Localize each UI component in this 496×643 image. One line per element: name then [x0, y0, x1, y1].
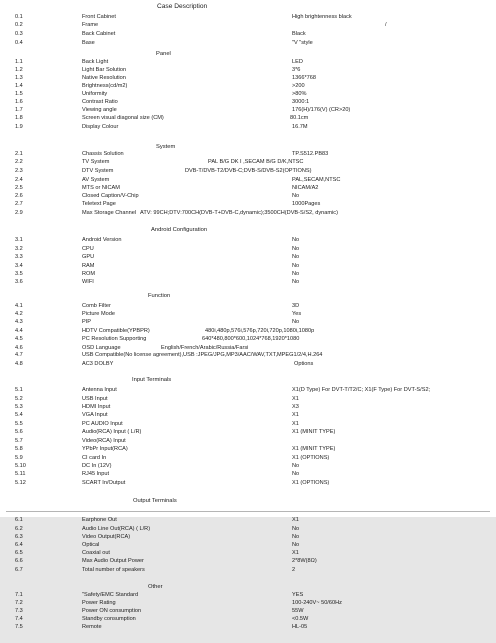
row-number: 2.4 [15, 177, 23, 183]
row-number: 5.5 [15, 421, 23, 427]
row-value: No [292, 271, 300, 277]
row-value: X1 [292, 517, 299, 523]
row-value: DVB-T/DVB-T2/DVB-C;DVB-S/DVB-S2(OPTIONS) [185, 168, 312, 174]
row-label: Coaxial out [82, 550, 110, 556]
row-number: 7.1 [15, 592, 23, 598]
row-number: 3.5 [15, 271, 23, 277]
row-value: X1(D Type) For DVT-T/T2/C; X1(F Type) For DVT-S/S2; [292, 387, 431, 393]
row-value: X1 (MINIT TYPE) [292, 446, 336, 452]
row-number: 4.1 [15, 303, 23, 309]
row-label: Screen visual diagonal size (CM) [82, 115, 164, 121]
row-label: VGA Input [82, 412, 108, 418]
row-value: High brightenness black [292, 14, 352, 20]
row-label: Uniformity [82, 91, 108, 97]
row-value: 80.1cm [290, 115, 309, 121]
row-label: AV System [82, 177, 110, 183]
row-value: No [292, 463, 300, 469]
row-value: X1 [292, 550, 299, 556]
row-value: ATV: 99CH;DTV:700CH(DVB-T+DVB-C,dynamic);3500CH(DVB-S/S2, dynamic) [140, 210, 338, 216]
row-number: 1.1 [15, 59, 23, 65]
row-number: 5.12 [15, 480, 26, 486]
row-value: 3D [292, 303, 300, 309]
row-value: <0.5W [292, 616, 309, 622]
row-label: "Safety/EMC Standard [82, 592, 139, 598]
section-heading: Panel [156, 51, 171, 57]
row-label: Back Light [82, 59, 109, 65]
row-value: Yes [292, 311, 302, 317]
row-label: Comb Filter [82, 303, 111, 309]
row-value: TP.S512.PB83 [292, 151, 329, 157]
row-number: 6.2 [15, 526, 23, 532]
row-value: English/French/Arabic/Russia/Farsi [161, 345, 249, 351]
section-heading: System [156, 144, 176, 150]
row-value: Options [294, 361, 314, 367]
row-label: Optical [82, 542, 100, 548]
row-label: SCART In/Output [82, 480, 126, 486]
row-value: 480i,480p,576i,576p,720i,720p,1080i,1080p [205, 328, 315, 334]
row-number: 1.8 [15, 115, 23, 121]
row-label: Earphone Out [82, 517, 117, 523]
row-value: No [292, 542, 300, 548]
row-number: 2.2 [15, 159, 23, 165]
row-value: 3000:1 [292, 99, 310, 105]
shaded-band [0, 517, 496, 643]
row-value: X1 (MINIT TYPE) [292, 429, 336, 435]
row-value: 2 [292, 567, 296, 573]
row-number: 3.1 [15, 237, 23, 243]
row-number: 6.5 [15, 550, 23, 556]
row-label: AC3 DOLBY [82, 361, 114, 367]
row-number: 6.3 [15, 534, 23, 540]
row-value: PAL B/G DK I ,SECAM B/G D/K,NTSC [208, 159, 304, 165]
row-value: No [292, 471, 300, 477]
row-value: NICAM/A2 [292, 185, 319, 191]
row-value: 100-240V~ 50/60Hz [292, 600, 342, 606]
row-label: Power Rating [82, 600, 116, 606]
row-label: YPbPr Input(RCA) [82, 446, 128, 452]
row-label: CI card In [82, 455, 107, 461]
row-number: 7.4 [15, 616, 23, 622]
row-number: 5.10 [15, 463, 26, 469]
row-value: >200 [292, 83, 305, 89]
row-number: 6.7 [15, 567, 23, 573]
row-label: DC In (12V) [82, 463, 112, 469]
row-label: CPU [82, 246, 94, 252]
row-value: / [385, 22, 387, 28]
row-number: 5.4 [15, 412, 23, 418]
row-number: 7.5 [15, 624, 23, 630]
row-number: 2.6 [15, 193, 23, 199]
row-value: 55W [292, 608, 304, 614]
row-label: Picture Mode [82, 311, 115, 317]
row-label: Brightness(cd/m2) [82, 83, 128, 89]
row-label: USB Input [82, 396, 108, 402]
row-value: No [292, 237, 300, 243]
row-number: 7.3 [15, 608, 23, 614]
row-number: 1.3 [15, 75, 23, 81]
row-label: Display Colour [82, 124, 119, 130]
row-value: X1 [292, 396, 299, 402]
row-label: Audio Line Out(RCA) ( L/R) [82, 526, 151, 532]
row-label: MTS or NICAM [82, 185, 120, 191]
row-number: 5.6 [15, 429, 23, 435]
row-label: Total number of speakers [82, 567, 145, 573]
row-label: Video(RCA) Input [82, 438, 126, 444]
row-number: 1.7 [15, 107, 23, 113]
row-number: 6.4 [15, 542, 23, 548]
row-number: 4.3 [15, 319, 23, 325]
row-value: 176(H)/176(V) (CR>20) [292, 107, 351, 113]
row-label: GPU [82, 254, 95, 260]
row-label: Power ON consumption [82, 608, 142, 614]
row-number: 0.2 [15, 22, 23, 28]
row-label: USB Compatible(No license agreement),USB :JPEG/JPG,MP3/AAC/WAV,TXT,MPEG1/2/4,H.264 [82, 352, 323, 358]
row-label: Video Output(RCA) [82, 534, 131, 540]
row-value: LED [292, 59, 303, 65]
row-label: Max Storage Channel [82, 210, 137, 216]
row-label: OSD Language [82, 345, 121, 351]
row-label: Chassis Solution [82, 151, 124, 157]
section-heading: Function [148, 293, 171, 299]
row-number: 2.5 [15, 185, 23, 191]
document-title: Case Description [157, 3, 208, 10]
row-label: RJ45 Input [82, 471, 110, 477]
row-number: 4.7 [15, 352, 23, 358]
row-value: No [292, 526, 300, 532]
row-value: No [292, 246, 300, 252]
row-number: 2.1 [15, 151, 23, 157]
row-label: Frame [82, 22, 99, 28]
row-value: No [292, 534, 300, 540]
row-label: Audio(RCA) Input ( L/R) [82, 429, 142, 435]
row-label: ROM [82, 271, 96, 277]
row-number: 3.4 [15, 263, 23, 269]
row-label: Native Resolution [82, 75, 126, 81]
row-number: 1.2 [15, 67, 23, 73]
row-number: 5.1 [15, 387, 23, 393]
row-label: Closed Caption/V-Chip [82, 193, 139, 199]
row-label: PC AUDIO Input [82, 421, 123, 427]
row-number: 0.3 [15, 31, 23, 37]
divider-line [6, 511, 490, 512]
row-value: X1 [292, 412, 299, 418]
row-value: No [292, 254, 300, 260]
row-number: 4.8 [15, 361, 23, 367]
row-number: 2.3 [15, 168, 23, 174]
row-label: Antenna Input [82, 387, 117, 393]
row-label: Standby consumption [82, 616, 136, 622]
row-number: 5.9 [15, 455, 23, 461]
row-number: 5.3 [15, 404, 23, 410]
row-number: 5.2 [15, 396, 23, 402]
row-value: X1 (OPTIONS) [292, 480, 330, 486]
row-value: >80% [292, 91, 307, 97]
row-number: 0.1 [15, 14, 23, 20]
row-number: 4.4 [15, 328, 23, 334]
row-label: WIFI [82, 279, 94, 285]
row-label: Base [82, 40, 95, 46]
row-number: 2.9 [15, 210, 23, 216]
row-value: YES [292, 592, 304, 598]
row-number: 7.2 [15, 600, 23, 606]
row-value: Black [292, 31, 306, 37]
row-label: Back Cabinet [82, 31, 116, 37]
row-value: 1366*768 [292, 75, 316, 81]
row-number: 6.6 [15, 558, 23, 564]
row-value: 3*6 [292, 67, 301, 73]
section-heading: Android Configuration [151, 227, 208, 233]
row-value: No [292, 193, 300, 199]
section-heading: Output Terminals [133, 498, 177, 504]
row-number: 3.3 [15, 254, 23, 260]
row-number: 4.5 [15, 336, 23, 342]
row-number: 5.7 [15, 438, 23, 444]
row-value: No [292, 279, 300, 285]
row-value: HL-05 [292, 624, 308, 630]
row-value: "V "style [292, 40, 313, 46]
row-value: 1000Pages [292, 201, 321, 207]
row-number: 1.4 [15, 83, 23, 89]
row-value: PAL,SECAM,NTSC [292, 177, 341, 183]
row-number: 2.7 [15, 201, 23, 207]
row-number: 1.5 [15, 91, 23, 97]
row-label: Front Cabinet [82, 14, 116, 20]
row-label: Remote [82, 624, 102, 630]
row-number: 1.9 [15, 124, 23, 130]
row-label: Teletext Page [82, 201, 116, 207]
row-value: X1 (OPTIONS) [292, 455, 330, 461]
row-number: 3.6 [15, 279, 23, 285]
row-value: No [292, 319, 300, 325]
section-heading: Input Terminals [132, 377, 172, 383]
row-value: No [292, 263, 300, 269]
row-number: 3.2 [15, 246, 23, 252]
row-label: TV System [82, 159, 110, 165]
row-number: 6.1 [15, 517, 23, 523]
row-label: HDTV Compatible(YPBPR) [82, 328, 150, 334]
row-value: 2*8W(8Ω) [292, 558, 317, 564]
row-label: Contrast Ratio [82, 99, 118, 105]
row-label: Android Version [82, 237, 122, 243]
row-value: X3 [292, 404, 299, 410]
row-label: DTV System [82, 168, 114, 174]
row-value: 16.7M [292, 124, 308, 130]
section-heading: Other [148, 584, 163, 590]
row-label: Light Bar Solution [82, 67, 127, 73]
row-number: 4.6 [15, 345, 23, 351]
row-number: 4.2 [15, 311, 23, 317]
row-number: 5.8 [15, 446, 23, 452]
row-label: PC Resolution Supporting [82, 336, 147, 342]
row-label: Viewing angle [82, 107, 117, 113]
row-label: PIP [82, 319, 92, 325]
row-label: HDMI Input [82, 404, 111, 410]
row-value: X1 [292, 421, 299, 427]
row-number: 1.6 [15, 99, 23, 105]
row-number: 5.11 [15, 471, 26, 477]
row-number: 0.4 [15, 40, 23, 46]
row-label: Max Audio Output Power [82, 558, 144, 564]
row-label: RAM [82, 263, 95, 269]
row-value: 640*480,800*600,1024*768,1920*1080 [202, 336, 300, 342]
